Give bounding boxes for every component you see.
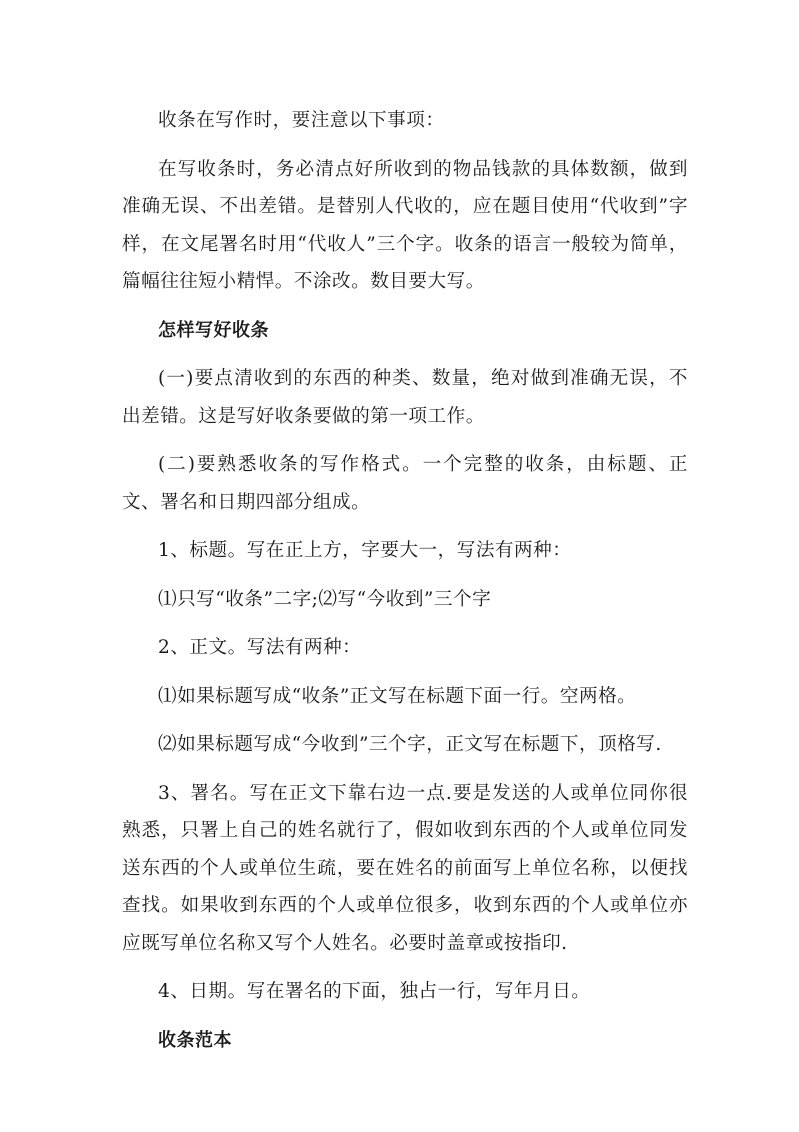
title-rule-paragraph: 1、标题。写在正上方，字要大一，写法有两种： xyxy=(158,540,572,561)
point-two-paragraph: (二)要熟悉收条的写作格式。一个完整的收条，由标题、正文、署名和日期四部分组成。 xyxy=(122,454,688,513)
section-heading-how-to-write: 怎样写好收条 xyxy=(158,319,269,341)
section-heading-sample: 收条范本 xyxy=(158,1029,232,1051)
date-rule-paragraph: 4、日期。写在署名的下面，独占一行，写年月日。 xyxy=(158,981,591,1002)
writing-notes-paragraph: 在写收条时，务必清点好所收到的物品钱款的具体数额，做到准确无误、不出差错。是替别人代收的，应在题目使用“代收到”字样，在文尾署名时用“代收人”三个字。收条的语言一般较为简单，篇幅往往短小精悍。不涂改。数目要大写。 xyxy=(122,158,688,292)
title-options-paragraph: ⑴只写“收条”二字;⑵写“今收到”三个字 xyxy=(158,588,492,610)
intro-paragraph: 收条在写作时，要注意以下事项： xyxy=(158,110,445,131)
signature-rule-paragraph: 3、署名。写在正文下靠右边一点.要是发送的人或单位同你很熟悉，只署上自己的姓名就行了，假如收到东西的个人或单位同发送东西的个人或单位生疏，要在姓名的前面写上单位名称，以便找查找。如果收到东西的个人或单位很多，收到东西的个人或单位亦应既写单位名称又写个人姓名。必要时盖章或按指印. xyxy=(122,782,688,954)
body-option-one-paragraph: ⑴如果标题写成“收条”正文写在标题下面一行。空两格。 xyxy=(158,685,637,707)
body-rule-paragraph: 2、正文。写法有两种： xyxy=(158,637,362,658)
point-one-paragraph: (一)要点清收到的东西的种类、数量，绝对做到准确无误，不出差错。这是写好收条要做的第一项工作。 xyxy=(122,368,688,427)
body-option-two-paragraph: ⑵如果标题写成“今收到”三个字，正文写在标题下，顶格写. xyxy=(158,734,662,755)
document-body xyxy=(122,102,688,1070)
